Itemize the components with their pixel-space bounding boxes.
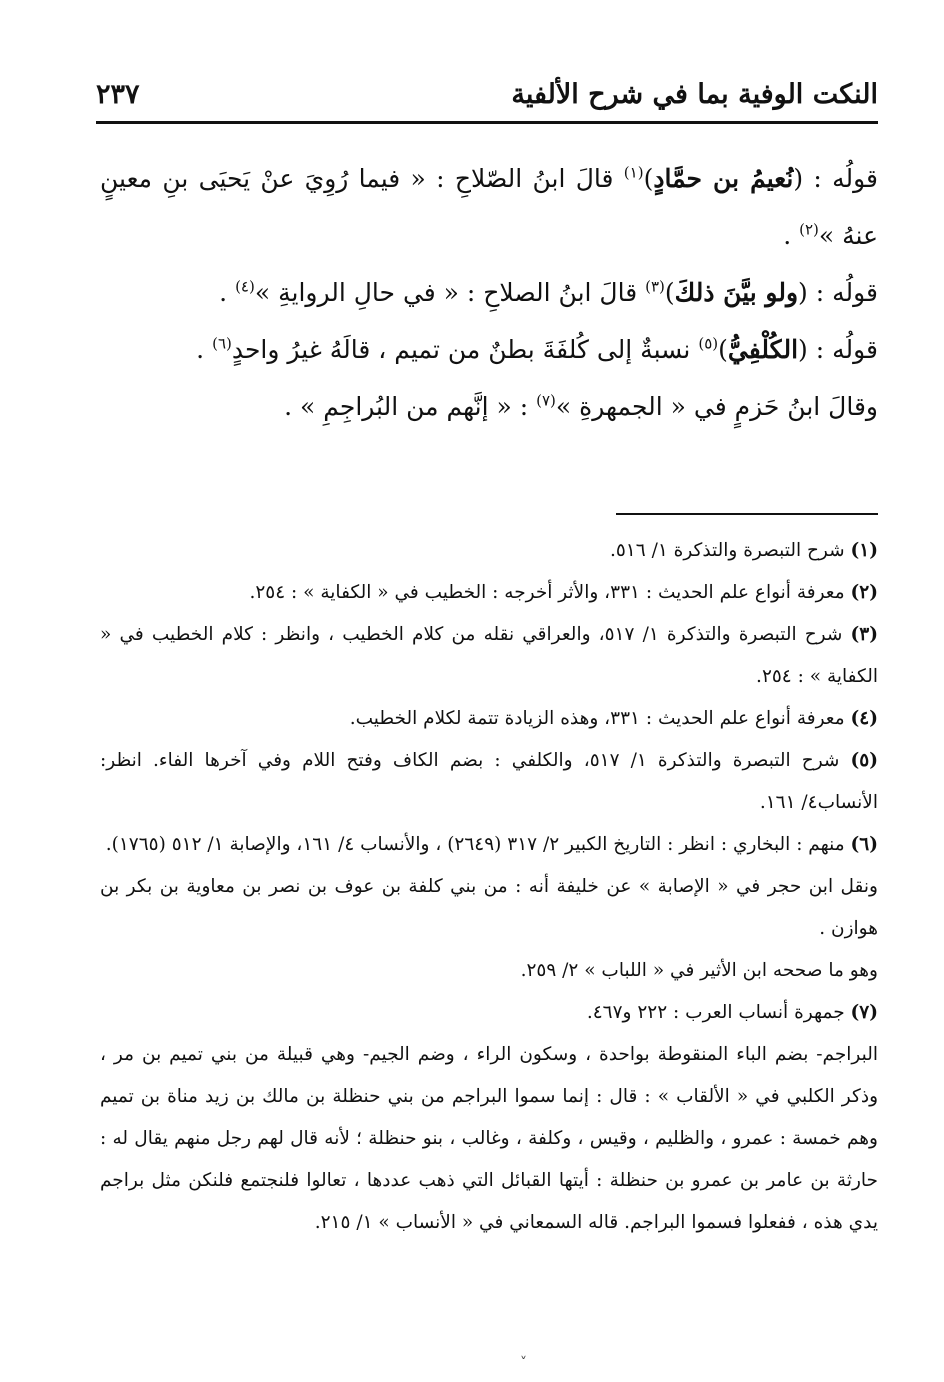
footnote-4 xyxy=(100,698,878,740)
footnote-number: (١) xyxy=(850,540,878,561)
paragraph-3 xyxy=(100,321,878,378)
header-rule xyxy=(96,121,878,124)
footnotes xyxy=(100,530,878,1244)
text-run: ) xyxy=(718,335,728,364)
text-run: قالَ ابنُ الصّلاحِ : « فيما رُوِيَ عنْ يَحيَى بنِ معينٍ عنهُ » xyxy=(100,164,878,250)
quoted-term: الكُلْفِيُّ xyxy=(727,335,799,364)
quoted-term: ولو بيَّنَ ذلكَ xyxy=(674,278,799,307)
paragraph-2 xyxy=(100,264,878,321)
text-run: قالَ ابنُ الصلاحِ : « في حالِ الروايةِ » xyxy=(254,278,646,307)
text-run: : « إنَّهم من البُراجِمِ » . xyxy=(284,392,537,421)
footnote-ref: (٢) xyxy=(799,220,819,239)
footnote-text: شرح التبصرة والتذكرة ١/ ٥١٧، والعراقي نقله من كلام الخطيب ، وانظر : كلام الخطيب في « الكفاية » : ٢٥٤. xyxy=(100,624,878,687)
footnote-7-continued: البراجم- بضم الباء المنقوطة بواحدة ، وسكون الراء ، وضم الجيم- وهي قبيلة من بني تميم بن مر ، وذكر الكلبي في « الألقاب » : قال : إنما سموا البراجم من بني حنظلة بن مالك بن زيد مناة بن تميم وهم خمسة : عمرو ، والظليم ، وقيس ، وكلفة ، وغالب ، بنو حنظلة ؛ لأنه قال لهم رجل منهم يقال له : حارثة بن عامر بن عمرو بن حنظلة : أيتها القبائل التي ذهب عددها ، تعالوا فلنجتمع فلنكن مثل براجم يدي هذه ، ففعلوا فسموا البراجم. قاله السمعاني في « الأنساب » ١/ ٢١٥. xyxy=(100,1044,878,1233)
footnote-text: معرفة أنواع علم الحديث : ٣٣١، وهذه الزيادة تتمة لكلام الخطيب. xyxy=(349,708,851,729)
footnote-ref: (٧) xyxy=(536,391,556,410)
footnote-text: جمهرة أنساب العرب : ٢٢٢ و٤٦٧. xyxy=(586,1002,851,1023)
footnote-text: شرح التبصرة والتذكرة ١/ ٥١٧، والكلفي : بضم الكاف وفتح اللام وفي آخرها الفاء. انظر: الأنساب٤/ ١٦١. xyxy=(100,750,878,813)
quoted-term: نُعيمُ بن حمَّادٍ xyxy=(653,164,794,193)
page-number: ٢٣٧ xyxy=(96,78,140,110)
paragraph-4 xyxy=(100,378,878,435)
footnote-separator xyxy=(616,513,878,515)
footnote-number: (٦) xyxy=(850,834,878,855)
footnote-1 xyxy=(100,530,878,572)
footnote-ref: (٤) xyxy=(235,277,255,296)
footnote-6-continued: وهو ما صححه ابن الأثير في « اللباب » ٢/ ٢٥٩. xyxy=(520,960,878,981)
text-run: قولُه : ( xyxy=(793,164,878,193)
footnote-number: (٢) xyxy=(850,582,878,603)
footnote-ref: (٦) xyxy=(212,334,232,353)
footnote-number: (٣) xyxy=(850,624,878,645)
footnote-5 xyxy=(100,740,878,824)
text-run: قولُه : ( xyxy=(798,335,878,364)
running-title: النكت الوفية بما في شرح الألفية xyxy=(511,78,878,110)
main-text xyxy=(100,150,878,435)
footnote-6 xyxy=(100,824,878,866)
text-run: ) xyxy=(664,278,675,307)
running-header xyxy=(96,64,878,124)
footnote-ref: (٥) xyxy=(698,334,719,353)
footnote-ref: (١) xyxy=(623,163,644,182)
footnote-2 xyxy=(100,572,878,614)
footnote-ref: (٣) xyxy=(645,277,665,296)
footnote-7 xyxy=(100,992,878,1034)
footnote-3 xyxy=(100,614,878,698)
text-run: قولُه : ( xyxy=(798,278,878,307)
footnote-text: منهم : البخاري : انظر : التاريخ الكبير ٢/ ٣١٧ (٢٦٤٩) ، والأنساب ٤/ ١٦١، والإصابة ١/ ٥١٢ (١٧٦٥). xyxy=(105,834,851,855)
text-run: . xyxy=(196,335,213,364)
text-run: . xyxy=(783,221,800,250)
paragraph-1 xyxy=(100,150,878,264)
footnote-number: (٥) xyxy=(850,750,878,771)
footnote-number: (٤) xyxy=(850,708,878,729)
text-run: وقالَ ابنُ حَزمٍ في « الجمهرةِ » xyxy=(555,392,878,421)
footnote-6-continued: ونقل ابن حجر في « الإصابة » عن خليفة أنه : من بني كلفة بن عوف بن نصر بن معاوية بن بكر بن هوازن . xyxy=(100,876,878,939)
page-mark: ˅ xyxy=(520,1355,527,1371)
text-run: نسبةٌ إلى كُلفَةَ بطنٌ من تميم ، قالَهُ غيرُ واحدٍ xyxy=(231,335,699,364)
footnote-number: (٧) xyxy=(850,1002,878,1023)
text-run: ) xyxy=(643,164,654,193)
footnote-text: شرح التبصرة والتذكرة ١/ ٥١٦. xyxy=(609,540,851,561)
footnote-text: معرفة أنواع علم الحديث : ٣٣١، والأثر أخرجه : الخطيب في « الكفاية » : ٢٥٤. xyxy=(249,582,851,603)
text-run: . xyxy=(219,278,236,307)
